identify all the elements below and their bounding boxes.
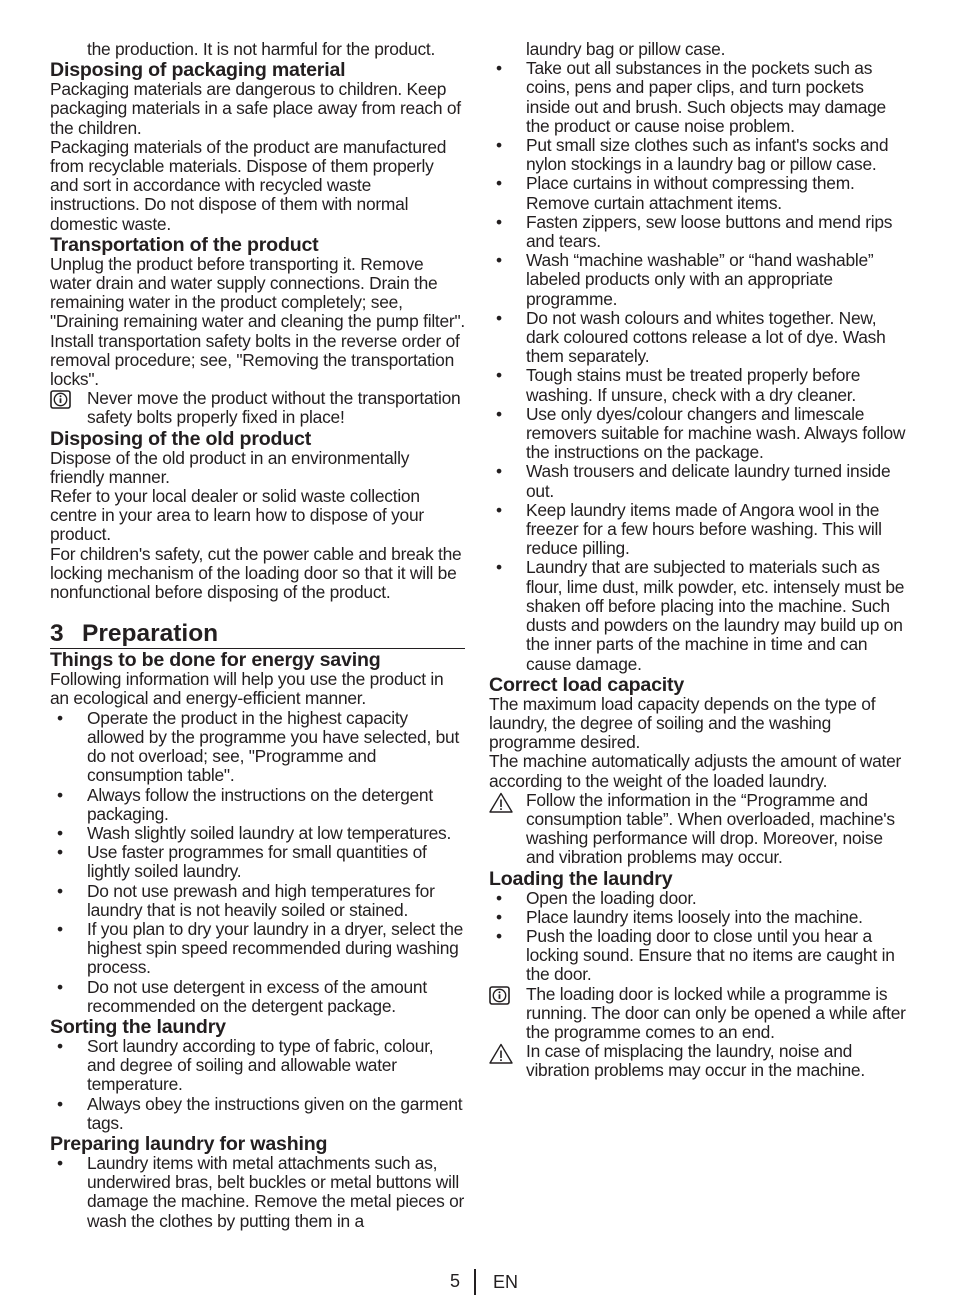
bullet-mark: •	[496, 135, 502, 156]
chapter-number: 3	[50, 620, 64, 648]
list-item-text: Do not wash colours and whites together. New, dark coloured cottons release a lot of dye. Wash them separately.	[526, 307, 886, 367]
left-column	[50, 40, 465, 1231]
list-item	[50, 824, 465, 843]
bullet-mark: •	[496, 211, 502, 232]
list-item	[489, 558, 907, 673]
list-item	[489, 309, 907, 367]
list-item	[50, 1037, 465, 1095]
list-item-text: Place curtains in without compressing them. Remove curtain attachment items.	[526, 173, 855, 213]
page-number: 5	[450, 1271, 461, 1291]
heading-load-capacity: Correct load capacity	[489, 673, 685, 696]
heading-disposing-packaging: Disposing of packaging material	[50, 59, 346, 82]
bullet-mark: •	[496, 906, 502, 927]
bullet-list	[489, 59, 907, 674]
bullet-mark: •	[496, 461, 502, 482]
info-note	[489, 985, 907, 1043]
bullet-mark: •	[57, 1093, 63, 1114]
language-code: EN	[493, 1272, 519, 1292]
list-item-text: Sort laundry according to type of fabric, colour, and degree of soiling and allowable water temperature.	[87, 1035, 434, 1095]
bullet-mark: •	[496, 307, 502, 328]
bullet-mark: •	[57, 976, 63, 997]
list-item	[489, 908, 907, 927]
bullet-mark: •	[57, 1152, 63, 1173]
info-note	[50, 389, 465, 427]
continued-text: the production. It is not harmful for the product.	[87, 39, 436, 59]
list-item	[50, 882, 465, 920]
warning-note	[489, 1042, 907, 1080]
bullet-list	[50, 1037, 465, 1133]
list-item-text: Always obey the instructions given on the garment tags.	[87, 1093, 463, 1133]
list-item-text: Put small size clothes such as infant's socks and nylon stockings in a laundry bag or pillow case.	[526, 135, 889, 175]
heading-loading: Loading the laundry	[489, 867, 673, 890]
bullet-mark: •	[496, 403, 502, 424]
heading-disposing-old-product: Disposing of the old product	[50, 427, 312, 450]
bullet-mark: •	[496, 58, 502, 79]
info-icon	[50, 390, 71, 409]
paragraph: Packaging materials are dangerous to children. Keep packaging materials in a safe place away from reach of the children.	[50, 79, 461, 138]
list-item	[489, 366, 907, 404]
paragraph: Following information will help you use the product in an ecological and energy-efficient manner.	[50, 669, 444, 709]
list-item	[50, 843, 465, 881]
bullet-list	[50, 1154, 465, 1231]
list-item-text: Wash trousers and delicate laundry turned inside out.	[526, 461, 891, 501]
chapter-heading	[50, 620, 465, 649]
list-item	[50, 786, 465, 824]
list-item	[489, 174, 907, 212]
paragraph: The maximum load capacity depends on the type of laundry, the degree of soiling and the washing programme desired.	[489, 693, 876, 753]
chapter-title: Preparation	[82, 620, 219, 648]
list-item	[489, 251, 907, 309]
right-column	[489, 40, 907, 1081]
warning-note	[489, 791, 907, 868]
list-item-text: Use only dyes/colour changers and limescale removers suitable for machine wash. Always follow the instructions on the package.	[526, 403, 906, 463]
warning-text: Follow the information in the “Programme and consumption table”. When overloaded, machine's washing performance will drop. Moreover, noise and vibration problems may occur.	[526, 789, 895, 868]
note-text: Never move the product without the transportation safety bolts properly fixed in place!	[87, 388, 461, 428]
warning-triangle-icon	[489, 1043, 513, 1064]
paragraph: Refer to your local dealer or solid waste collection centre in your area to learn how to dispose of your product.	[50, 486, 424, 545]
bullet-mark: •	[496, 173, 502, 194]
bullet-mark: •	[496, 499, 502, 520]
list-item	[50, 1095, 465, 1133]
list-item-text: Do not use detergent in excess of the amount recommended on the detergent package.	[87, 976, 427, 1016]
bullet-mark: •	[57, 918, 63, 939]
bullet-mark: •	[57, 707, 63, 728]
paragraph: Packaging materials of the product are manufactured from recyclable materials. Dispose of them properly and sort in accordance with recycled waste instructions. Do not dispose of them with normal domestic waste.	[50, 136, 447, 234]
list-item-text: Operate the product in the highest capacity allowed by the programme you have selected, but do not overload; see, "Programme and consumption table".	[87, 707, 460, 786]
list-item-text: If you plan to dry your laundry in a dryer, select the highest spin speed recommended during washing process.	[87, 918, 464, 978]
list-item-text: Always follow the instructions on the detergent packaging.	[87, 784, 433, 824]
list-item	[50, 1154, 465, 1231]
list-item	[489, 501, 907, 559]
list-item	[489, 462, 907, 500]
page-footer	[0, 1268, 954, 1298]
list-item-text: Open the loading door.	[526, 887, 697, 908]
heading-transportation: Transportation of the product	[50, 233, 319, 256]
heading-energy-saving: Things to be done for energy saving	[50, 649, 381, 672]
paragraph: Unplug the product before transporting it. Remove water drain and water supply connections. Drain the remaining water in the product completely; see, "Draining remaining water and cleaning the pump filter". Install transportation safety bolts in the reverse order of removal procedure; see, "Removing the transportation locks".	[50, 253, 465, 390]
continued-text: laundry bag or pillow case.	[526, 39, 726, 59]
list-item	[489, 889, 907, 908]
list-item-text: Do not use prewash and high temperatures for laundry that is not heavily soiled or stained.	[87, 880, 435, 920]
paragraph: For children's safety, cut the power cable and break the locking mechanism of the loading door so that it will be nonfunctional before disposing of the product.	[50, 543, 462, 603]
bullet-mark: •	[57, 822, 63, 843]
bullet-mark: •	[496, 250, 502, 271]
bullet-mark: •	[57, 880, 63, 901]
bullet-mark: •	[496, 365, 502, 386]
bullet-list	[489, 889, 907, 985]
bullet-mark: •	[496, 557, 502, 578]
list-item-text: Fasten zippers, sew loose buttons and mend rips and tears.	[526, 211, 893, 252]
info-text: The loading door is locked while a programme is running. The door can only be opened a while after the programme comes to an end.	[526, 983, 906, 1042]
warning-text: In case of misplacing the laundry, noise and vibration problems may occur in the machine.	[526, 1041, 865, 1081]
list-item-text: Tough stains must be treated properly before washing. If unsure, check with a dry cleaner.	[526, 365, 861, 405]
bullet-mark: •	[57, 784, 63, 805]
heading-sorting: Sorting the laundry	[50, 1015, 226, 1038]
paragraph: Dispose of the old product in an environmentally friendly manner.	[50, 447, 410, 487]
heading-preparing: Preparing laundry for washing	[50, 1132, 328, 1155]
list-item-text: Place laundry items loosely into the machine.	[526, 906, 863, 927]
bullet-list	[50, 709, 465, 1016]
info-icon	[489, 986, 510, 1005]
bullet-mark: •	[57, 842, 63, 863]
list-item	[50, 978, 465, 1016]
list-item	[489, 59, 907, 136]
list-item-text: Wash “machine washable” or “hand washable” labeled products only with an appropriate programme.	[526, 250, 874, 309]
list-item-text: Laundry that are subjected to materials such as flour, lime dust, milk powder, etc. intensely must be shaken off before placing into the machine. Such dusts and powders on the laundry may build up on the inner parts of the machine in time and can cause damage.	[526, 557, 905, 674]
list-item	[489, 213, 907, 251]
list-item	[489, 927, 907, 985]
bullet-mark: •	[496, 887, 502, 908]
list-item	[489, 405, 907, 463]
list-item-text: Keep laundry items made of Angora wool in the freezer for a few hours before washing. This will reduce pilling.	[526, 499, 882, 559]
paragraph: The machine automatically adjusts the amount of water according to the weight of the loaded laundry.	[489, 751, 902, 791]
list-item-text: Take out all substances in the pockets such as coins, pens and paper clips, and turn pockets inside out and brush. Such objects may damage the product or cause noise problem.	[526, 58, 886, 136]
list-item	[489, 136, 907, 174]
list-item	[50, 920, 465, 978]
bullet-mark: •	[496, 925, 502, 946]
list-item-text: Wash slightly soiled laundry at low temperatures.	[87, 822, 452, 843]
list-item-text: Laundry items with metal attachments such as, underwired bras, belt buckles or metal buttons will damage the machine. Remove the metal pieces or wash the clothes by putting them in a	[87, 1152, 465, 1231]
warning-triangle-icon	[489, 792, 513, 813]
list-item	[50, 709, 465, 786]
bullet-mark: •	[57, 1035, 63, 1056]
list-item-text: Push the loading door to close until you hear a locking sound. Ensure that no items are caught in the door.	[526, 925, 895, 985]
footer-divider	[474, 1269, 476, 1295]
list-item-text: Use faster programmes for small quantities of lightly soiled laundry.	[87, 842, 427, 882]
